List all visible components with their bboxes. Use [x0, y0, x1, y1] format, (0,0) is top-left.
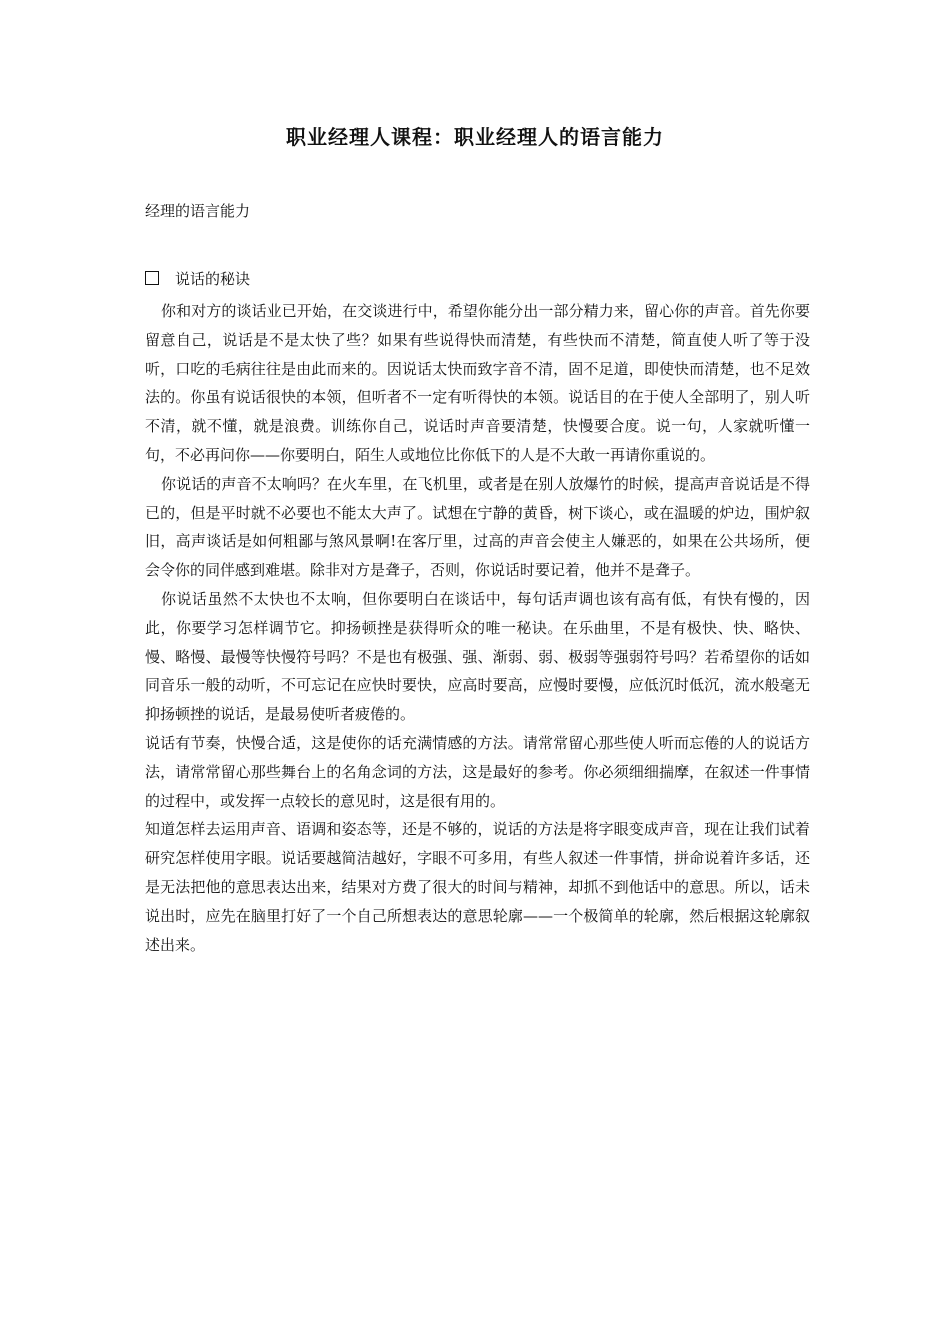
document-subtitle: 经理的语言能力 — [145, 202, 251, 220]
section-heading — [145, 267, 250, 291]
section-heading-label: 说话的秘诀 — [175, 270, 251, 288]
paragraph-5: 知道怎样去运用声音、语调和姿态等，还是不够的，说话的方法是将字眼变成声音，现在让我们试着研究怎样使用字眼。说话要越简洁越好，字眼不可多用，有些人叙述一件事情，拼命说着许多话，还是无法把他的意思表达出来，结果对方费了很大的时间与精神，却抓不到他话中的意思。所以，话未说出时，应先在脑里打好了一个自己所想表达的意思轮廓——一个极简单的轮廓，然后根据这轮廓叙述出来。 — [145, 820, 810, 954]
paragraph-2: 你说话的声音不太响吗？在火车里，在飞机里，或者是在别人放爆竹的时候，提高声音说话是不得已的，但是平时就不必要也不能太大声了。试想在宁静的黄昏，树下谈心，或在温暖的炉边，围炉叙旧，高声谈话是如何粗鄙与煞风景啊!在客厅里，过高的声音会使主人嫌恶的，如果在公共场所，便会令你的同伴感到难堪。除非对方是聋子，否则，你说话时要记着，他并不是聋子。 — [145, 474, 810, 580]
paragraph-1: 你和对方的谈话业已开始，在交谈进行中，希望你能分出一部分精力来，留心你的声音。首先你要留意自己，说话是不是太快了些？如果有些说得快而清楚，有些快而不清楚，简直使人听了等于没听，口吃的毛病往往是由此而来的。因说话太快而致字音不清，固不足道，即使快而清楚，也不足效法的。你虽有说话很快的本领，但听者不一定有听得快的本领。说话目的在于使人全部明了，别人听不清，就不懂，就是浪费。训练你自己，说话时声音要清楚，快慢要合度。说一句，人家就听懂一句，不必再问你——你要明白，陌生人或地位比你低下的人是不大敢一再请你重说的。 — [145, 302, 810, 464]
checkbox-square-icon — [145, 271, 159, 285]
paragraph-4: 说话有节奏，快慢合适，这是使你的话充满情感的方法。请常常留心那些使人听而忘倦的人的说话方法，请常常留心那些舞台上的名角念词的方法，这是最好的参考。你必须细细揣摩，在叙述一件事情的过程中，或发挥一点较长的意见时，这是很有用的。 — [145, 733, 810, 810]
document-body — [145, 297, 810, 959]
paragraph-3: 你说话虽然不太快也不太响，但你要明白在谈话中，每句话声调也该有高有低，有快有慢的，因此，你要学习怎样调节它。抑扬顿挫是获得听众的唯一秘诀。在乐曲里，不是有极快、快、略快、慢、略慢、最慢等快慢符号吗？不是也有极强、强、渐弱、弱、极弱等强弱符号吗？若希望你的话如同音乐一般的动听，不可忘记在应快时要快，应高时要高，应慢时要慢，应低沉时低沉，流水般毫无抑扬顿挫的说话，是最易使听者疲倦的。 — [145, 589, 810, 724]
document-title: 职业经理人课程：职业经理人的语言能力 — [286, 125, 664, 149]
